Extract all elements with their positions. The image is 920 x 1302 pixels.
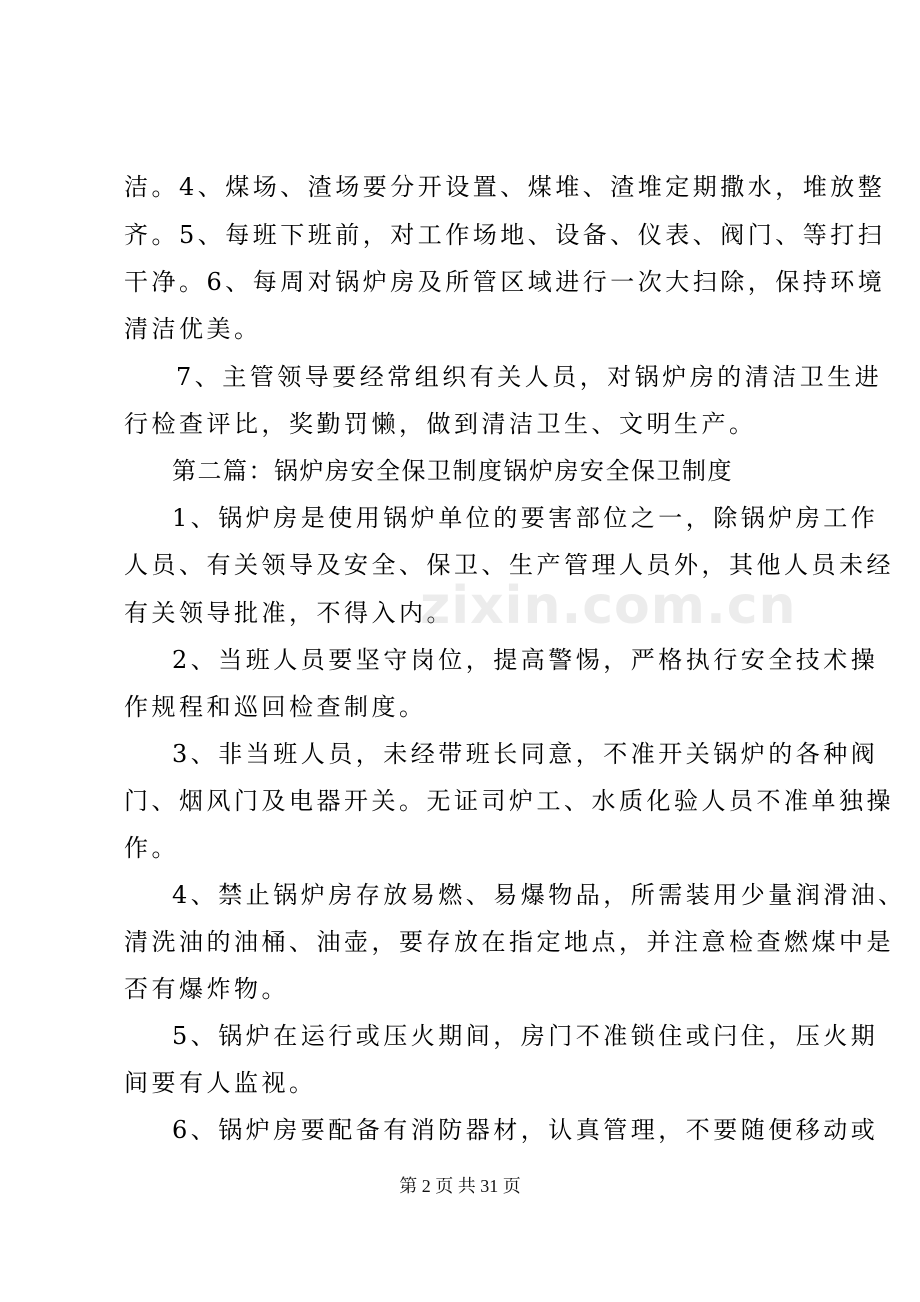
text-line: 清洗油的油桶、油壶，要存放在指定地点，并注意检查燃煤中是	[124, 928, 894, 956]
text-line: 清洁优美。	[124, 315, 262, 343]
section-heading: 第二篇：锅炉房安全保卫制度锅炉房安全保卫制度	[172, 457, 733, 485]
text-line: 人员、有关领导及安全、保卫、生产管理人员外，其他人员未经	[124, 551, 894, 579]
text-line: 洁。4、煤场、渣场要分开设置、煤堆、渣堆定期撒水，堆放整	[124, 173, 886, 201]
text-line: 6、锅炉房要配备有消防器材，认真管理，不要随便移动或	[172, 1116, 879, 1144]
text-line: 门、烟风门及电器开关。无证司炉工、水质化验人员不准单独操	[124, 787, 894, 815]
text-line: 干净。6、每周对锅炉房及所管区域进行一次大扫除，保持环境	[124, 268, 886, 296]
text-line: 作规程和巡回检查制度。	[124, 693, 427, 721]
text-line: 5、锅炉在运行或压火期间，房门不准锁住或闩住，压火期	[172, 1022, 879, 1050]
text-line: 否有爆炸物。	[124, 975, 289, 1003]
text-line: 7、主管领导要经常组织有关人员，对锅炉房的清洁卫生进	[176, 363, 883, 391]
text-line: 行检查评比，奖勤罚懒，做到清洁卫生、文明生产。	[124, 410, 757, 438]
text-line: 间要有人监视。	[124, 1069, 317, 1097]
text-line: 1、锅炉房是使用锅炉单位的要害部位之一，除锅炉房工作	[172, 504, 879, 532]
watermark: zixin.com.cn	[420, 576, 797, 636]
text-line: 有关领导批准，不得入内。	[124, 599, 454, 627]
text-line: 作。	[124, 834, 179, 862]
text-line: 齐。5、每班下班前，对工作场地、设备、仪表、阀门、等打扫	[124, 221, 886, 249]
text-line: 3、非当班人员，未经带班长同意，不准开关锅炉的各种阀	[172, 740, 879, 768]
page-footer: 第 2 页 共 31 页	[399, 1176, 521, 1196]
text-line: 4、禁止锅炉房存放易燃、易爆物品，所需装用少量润滑油、	[172, 881, 906, 909]
text-line: 2、当班人员要坚守岗位，提高警惕，严格执行安全技术操	[172, 646, 879, 674]
